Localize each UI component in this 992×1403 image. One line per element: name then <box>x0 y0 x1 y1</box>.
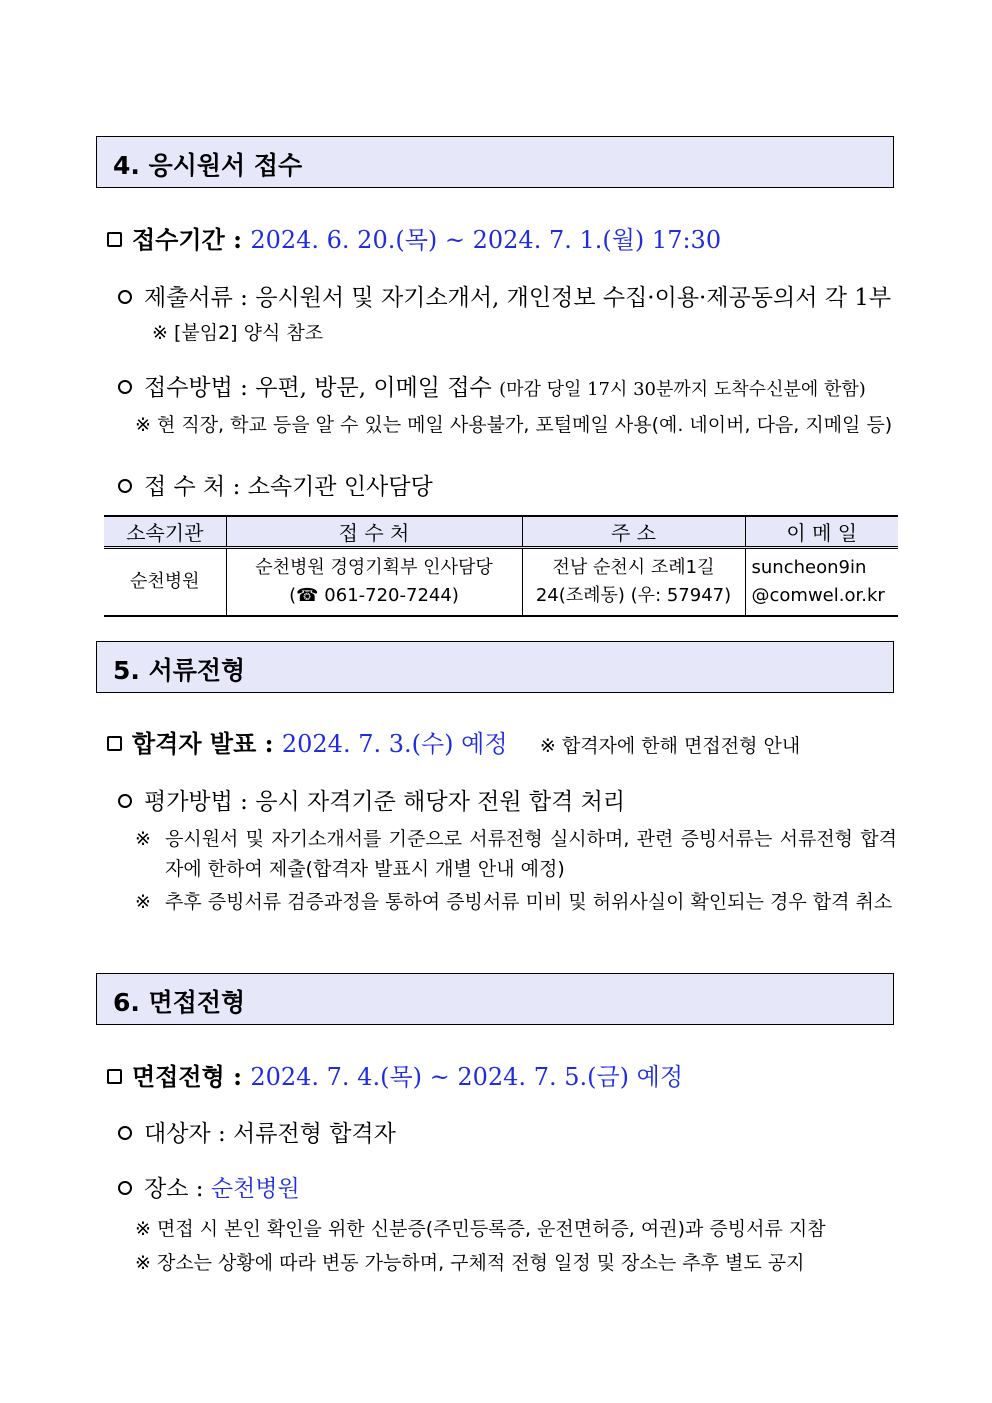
note-text: 추후 증빙서류 검증과정을 통하여 증빙서류 미비 및 허위사실이 확인되는 경우 합격 취소 <box>165 891 893 913</box>
square-bullet-icon <box>107 1069 122 1084</box>
square-bullet-icon <box>107 736 122 751</box>
method-note: ※ 현 직장, 학교 등을 알 수 있는 메일 사용불가, 포털메일 사용(예. 네이버, 다음, 지메일 등) <box>135 414 893 436</box>
announce-value: 2024. 7. 3.(수) 예정 <box>281 730 508 758</box>
note-mark: ※ <box>135 828 151 850</box>
phone-line: (☎ 061-720-7244) <box>289 585 459 606</box>
section-4-header <box>96 136 894 188</box>
docs-note: ※ [붙임2] 양식 참조 <box>152 322 324 344</box>
method-text: 접수방법 : 우편, 방문, 이메일 접수 <box>144 375 492 401</box>
place-text: 접 수 처 : 소속기관 인사담당 <box>144 474 433 500</box>
circle-bullet-icon <box>118 479 132 493</box>
submission-method <box>118 369 866 402</box>
table-header: 이 메 일 <box>745 516 898 548</box>
email-line: suncheon9in <box>751 557 867 578</box>
table-row <box>104 548 898 617</box>
note-mark: ※ <box>135 891 151 913</box>
section-4-title: 4. 응시원서 접수 <box>113 151 303 180</box>
evaluation-method <box>118 783 625 816</box>
receiver-cell <box>226 548 522 617</box>
email-line: @comwel.or.kr <box>751 585 885 606</box>
sec6-note-1: ※ 면접 시 본인 확인을 위한 신분증(주민등록증, 운전면허증, 여권)과 증빙서류 지참 <box>135 1218 826 1240</box>
target-text: 대상자 : 서류전형 합격자 <box>144 1121 396 1147</box>
eval-text: 평가방법 : 응시 자격기준 해당자 전원 합격 처리 <box>144 789 626 815</box>
submission-place <box>118 468 433 501</box>
section-6-header <box>96 973 894 1025</box>
circle-bullet-icon <box>118 794 132 808</box>
sec5-note-2 <box>135 887 897 917</box>
reception-table <box>104 515 898 617</box>
sec6-note-2: ※ 장소는 상황에 따라 변동 가능하며, 구체적 전형 일정 및 장소는 추후 별도 공지 <box>135 1252 805 1274</box>
receiver-line: 순천병원 경영기획부 인사담당 <box>255 557 493 578</box>
circle-bullet-icon <box>118 380 132 394</box>
method-deadline-note: (마감 당일 17시 30분까지 도착수신분에 한함) <box>499 379 866 400</box>
address-line: 24(조례동) (우: 57947) <box>535 585 732 606</box>
org-cell: 순천병원 <box>104 548 226 617</box>
section-5-header <box>96 641 894 693</box>
announce-label: 합격자 발표 : <box>132 729 274 758</box>
interview-period <box>107 1057 683 1092</box>
table-header: 소속기관 <box>104 516 226 548</box>
sec5-note-1 <box>135 824 897 884</box>
table-header: 주 소 <box>522 516 745 548</box>
address-cell <box>522 548 745 617</box>
circle-bullet-icon <box>118 1126 132 1140</box>
period-value: 2024. 6. 20.(목) ~ 2024. 7. 1.(월) 17:30 <box>250 226 722 254</box>
section-6-title: 6. 면접전형 <box>113 988 246 1017</box>
interview-place <box>118 1170 300 1203</box>
interview-label: 면접전형 : <box>132 1062 242 1091</box>
submission-docs <box>118 279 891 312</box>
square-bullet-icon <box>107 232 122 247</box>
announce-note: ※ 합격자에 한해 면접전형 안내 <box>539 735 801 757</box>
email-cell[interactable] <box>745 548 898 617</box>
interview-value: 2024. 7. 4.(목) ~ 2024. 7. 5.(금) 예정 <box>250 1063 684 1091</box>
application-period <box>107 220 721 255</box>
announcement <box>107 724 800 759</box>
circle-bullet-icon <box>118 1181 132 1195</box>
place-label: 장소 : <box>144 1176 204 1202</box>
circle-bullet-icon <box>118 290 132 304</box>
address-line: 전남 순천시 조례1길 <box>552 557 715 578</box>
docs-text: 제출서류 : 응시원서 및 자기소개서, 개인정보 수집·이용·제공동의서 각 1부 <box>144 285 892 311</box>
interview-target <box>118 1115 396 1148</box>
section-5-title: 5. 서류전형 <box>113 656 246 685</box>
place-value: 순천병원 <box>210 1176 300 1202</box>
period-label: 접수기간 : <box>132 225 242 254</box>
note-text: 응시원서 및 자기소개서를 기준으로 서류전형 실시하며, 관련 증빙서류는 서류전형 합격자에 한하여 제출(합격자 발표시 개별 안내 예정) <box>165 828 897 880</box>
table-header: 접 수 처 <box>226 516 522 548</box>
